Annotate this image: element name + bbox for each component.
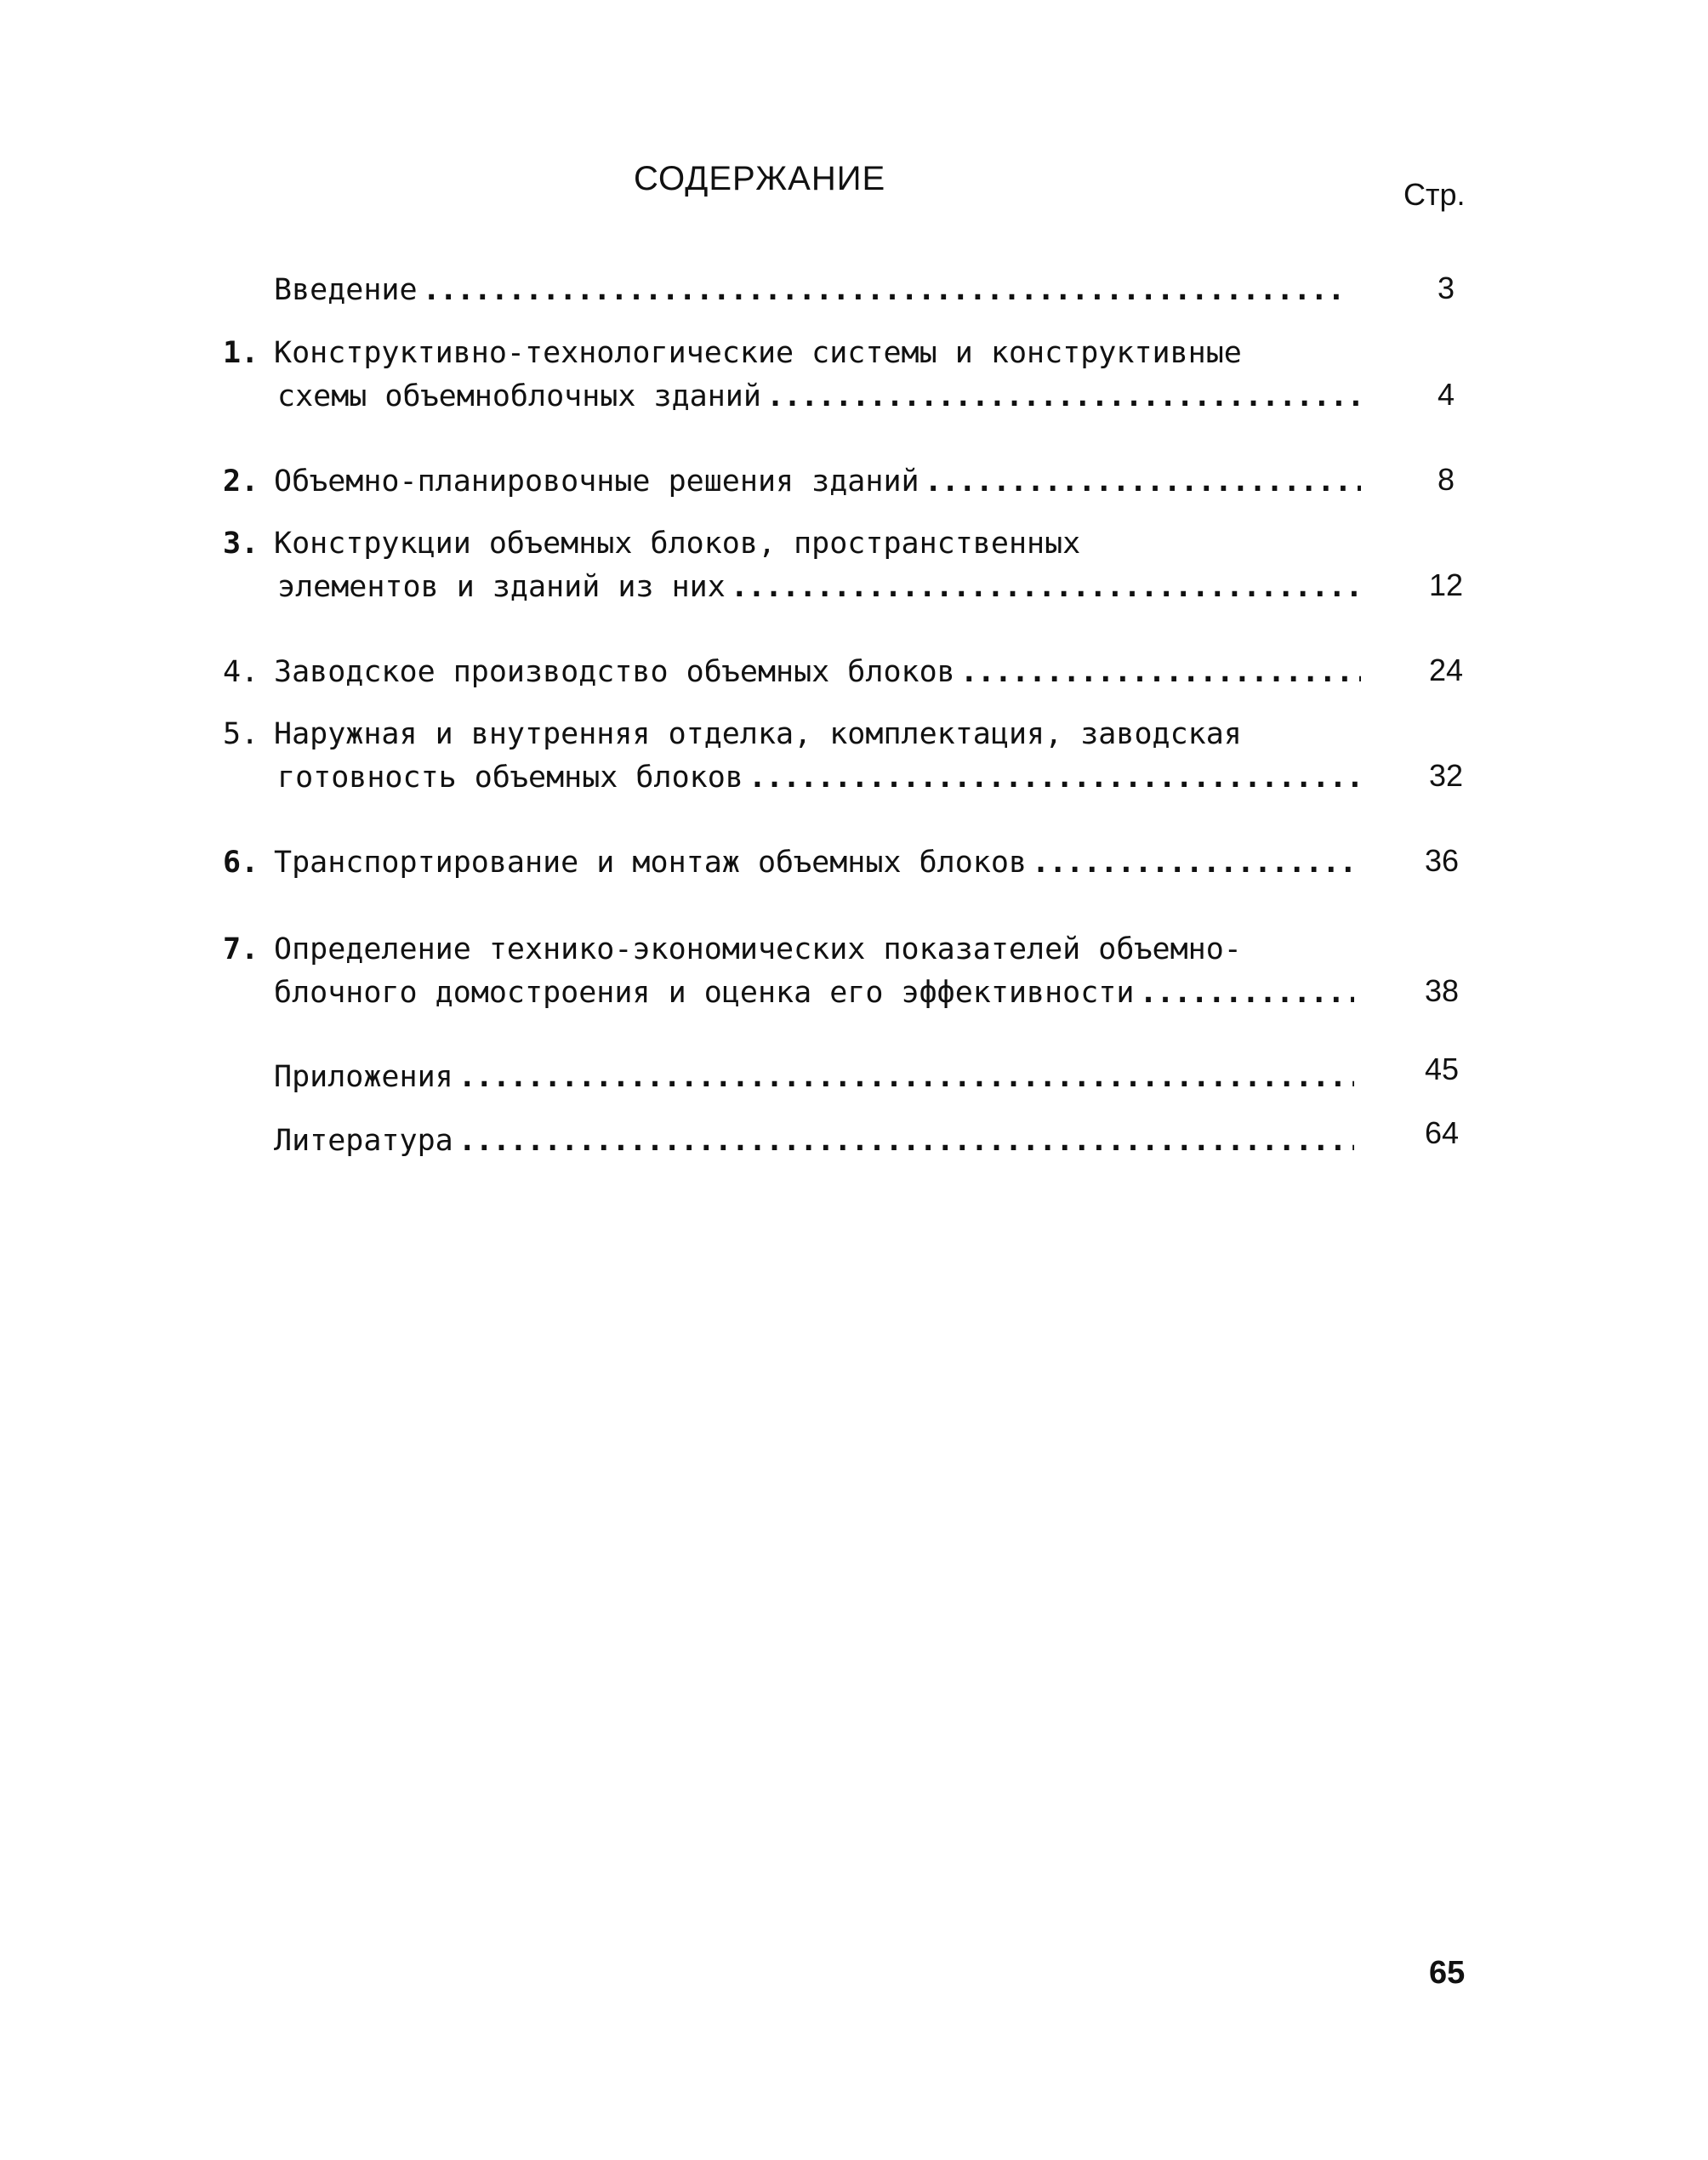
toc-page-number: 38 xyxy=(1424,973,1460,1008)
toc-entry-row xyxy=(277,567,1361,607)
toc-entry-5-continued xyxy=(0,758,1361,797)
page-column-label: Стр. xyxy=(1403,177,1466,212)
toc-entry-text: Наружная и внутренняя отделка, комплектация, заводская xyxy=(274,717,1242,751)
toc-entry-appendices xyxy=(0,1057,1354,1097)
toc-entry-intro xyxy=(0,271,1361,310)
toc-entry-row xyxy=(274,973,1354,1012)
toc-entry-text: Объемно-планировочные решения зданий xyxy=(274,464,919,499)
toc-entry-literature xyxy=(0,1121,1354,1160)
toc-entry-row xyxy=(274,843,1354,882)
toc-entry-number: 7. xyxy=(223,932,259,966)
toc-entry-row xyxy=(277,758,1361,797)
toc-entry-row xyxy=(274,1121,1354,1160)
toc-page-number: 12 xyxy=(1428,567,1464,602)
toc-page-number: 36 xyxy=(1424,843,1460,878)
toc-entry-text: блочного домостроения и оценка его эффективности xyxy=(274,976,1135,1010)
toc-entry-number xyxy=(223,653,274,692)
toc-entry-row xyxy=(274,653,1361,692)
toc-entry-number xyxy=(223,715,274,754)
toc-entry-2 xyxy=(0,462,1361,501)
toc-entry-5 xyxy=(0,715,1378,754)
toc-entry-1 xyxy=(0,333,1378,373)
toc-entry-text: элементов и зданий из них xyxy=(277,570,726,604)
toc-entry-7-continued xyxy=(0,973,1354,1012)
toc-entry-text: схемы объемноблочных зданий xyxy=(277,379,761,413)
leader-dots xyxy=(726,567,1361,607)
toc-entry-number: 3. xyxy=(223,527,259,561)
toc-page-number: 4 xyxy=(1437,377,1455,412)
leader-dots xyxy=(453,1057,1354,1097)
toc-entry-number: 6. xyxy=(223,846,259,880)
toc-entry-4 xyxy=(0,653,1361,692)
toc-entry-3-continued xyxy=(0,567,1361,607)
toc-page-number: 64 xyxy=(1424,1115,1460,1150)
toc-entry-number-text: 4. xyxy=(223,655,259,689)
toc-page-number: 45 xyxy=(1424,1052,1460,1086)
leader-dots xyxy=(1027,843,1354,882)
toc-entry-text: Введение xyxy=(274,273,418,307)
leader-dots xyxy=(761,377,1361,416)
leader-dots xyxy=(453,1121,1354,1160)
toc-entry-1-continued xyxy=(0,377,1361,416)
toc-entry-row xyxy=(274,462,1361,501)
leader-dots xyxy=(743,758,1361,797)
leader-dots xyxy=(955,653,1361,692)
toc-entry-number-text: 5. xyxy=(223,717,259,751)
toc-page-number: 3 xyxy=(1437,271,1455,305)
toc-entry-text: Транспортирование и монтаж объемных блоков xyxy=(274,846,1028,880)
toc-entry-text: Приложения xyxy=(274,1060,453,1094)
toc-entry-row xyxy=(274,271,1346,310)
leader-dots xyxy=(1134,973,1354,1012)
page-folio-number: 65 xyxy=(1429,1955,1466,1991)
leader-dots xyxy=(418,271,1346,310)
page-title: СОДЕРЖАНИЕ xyxy=(634,160,886,197)
toc-entry-text: Конструкции объемных блоков, пространственных xyxy=(274,527,1081,561)
toc-entry-text: Конструктивно-технологические системы и конструктивные xyxy=(274,336,1242,370)
leader-dots xyxy=(919,462,1361,501)
toc-entry-6 xyxy=(0,843,1354,882)
toc-page-number: 24 xyxy=(1428,653,1464,687)
toc-entry-row xyxy=(274,1057,1354,1097)
toc-page-number: 8 xyxy=(1437,462,1455,497)
toc-entry-text: готовность объемных блоков xyxy=(277,761,743,795)
toc-entry-text: Определение технико-экономических показателей объемно- xyxy=(274,932,1242,966)
toc-entry-text: Заводское производство объемных блоков xyxy=(274,655,955,689)
toc-page-number: 32 xyxy=(1428,758,1464,793)
toc-entry-number: 2. xyxy=(223,464,259,499)
toc-entry-3 xyxy=(0,524,1378,563)
toc-entry-row xyxy=(277,377,1361,416)
toc-entry-7 xyxy=(0,930,1378,969)
toc-entry-number: 1. xyxy=(223,336,259,370)
toc-entry-text: Литература xyxy=(274,1124,453,1158)
